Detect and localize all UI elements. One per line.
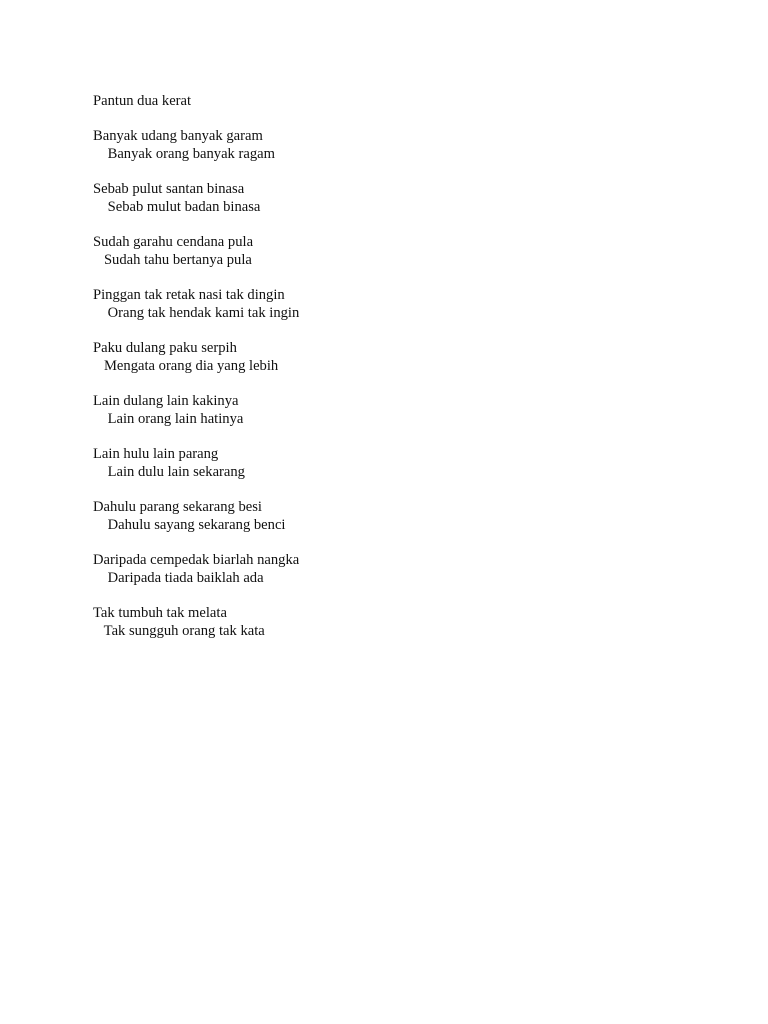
stanza-line: Sebab mulut badan binasa: [93, 199, 261, 215]
stanza-line: Lain hulu lain parang: [93, 446, 219, 462]
stanza-line: Tak tumbuh tak melata: [93, 605, 227, 621]
stanza-line: Dahulu parang sekarang besi: [93, 499, 262, 515]
document-title: Pantun dua kerat: [93, 93, 192, 109]
stanza-line: Banyak udang banyak garam: [93, 128, 263, 144]
stanza-line: Lain orang lain hatinya: [93, 411, 244, 427]
stanza: [93, 604, 299, 640]
stanza-line: Daripada cempedak biarlah nangka: [93, 552, 300, 568]
stanza-line: Paku dulang paku serpih: [93, 340, 237, 356]
stanza-line: Dahulu sayang sekarang benci: [93, 517, 286, 533]
stanza-line: Lain dulang lain kakinya: [93, 393, 239, 409]
stanza: [93, 498, 299, 534]
stanza: [93, 286, 299, 322]
stanza-line: Sudah tahu bertanya pula: [93, 252, 252, 268]
stanza-line: Tak sungguh orang tak kata: [93, 623, 265, 639]
stanza-line: Pinggan tak retak nasi tak dingin: [93, 287, 285, 303]
document-body: [93, 92, 299, 657]
stanza-line: Sebab pulut santan binasa: [93, 181, 245, 197]
stanza: [93, 445, 299, 481]
stanza: [93, 127, 299, 163]
stanza: [93, 180, 299, 216]
stanza: [93, 392, 299, 428]
stanza-line: Daripada tiada baiklah ada: [93, 570, 264, 586]
stanza-line: Banyak orang banyak ragam: [93, 146, 275, 162]
stanza-line: Lain dulu lain sekarang: [93, 464, 245, 480]
stanza-line: Orang tak hendak kami tak ingin: [93, 305, 300, 321]
stanza: [93, 551, 299, 587]
stanza-line: Sudah garahu cendana pula: [93, 234, 254, 250]
stanza: [93, 339, 299, 375]
stanza-line: Mengata orang dia yang lebih: [93, 358, 279, 374]
stanza: [93, 233, 299, 269]
